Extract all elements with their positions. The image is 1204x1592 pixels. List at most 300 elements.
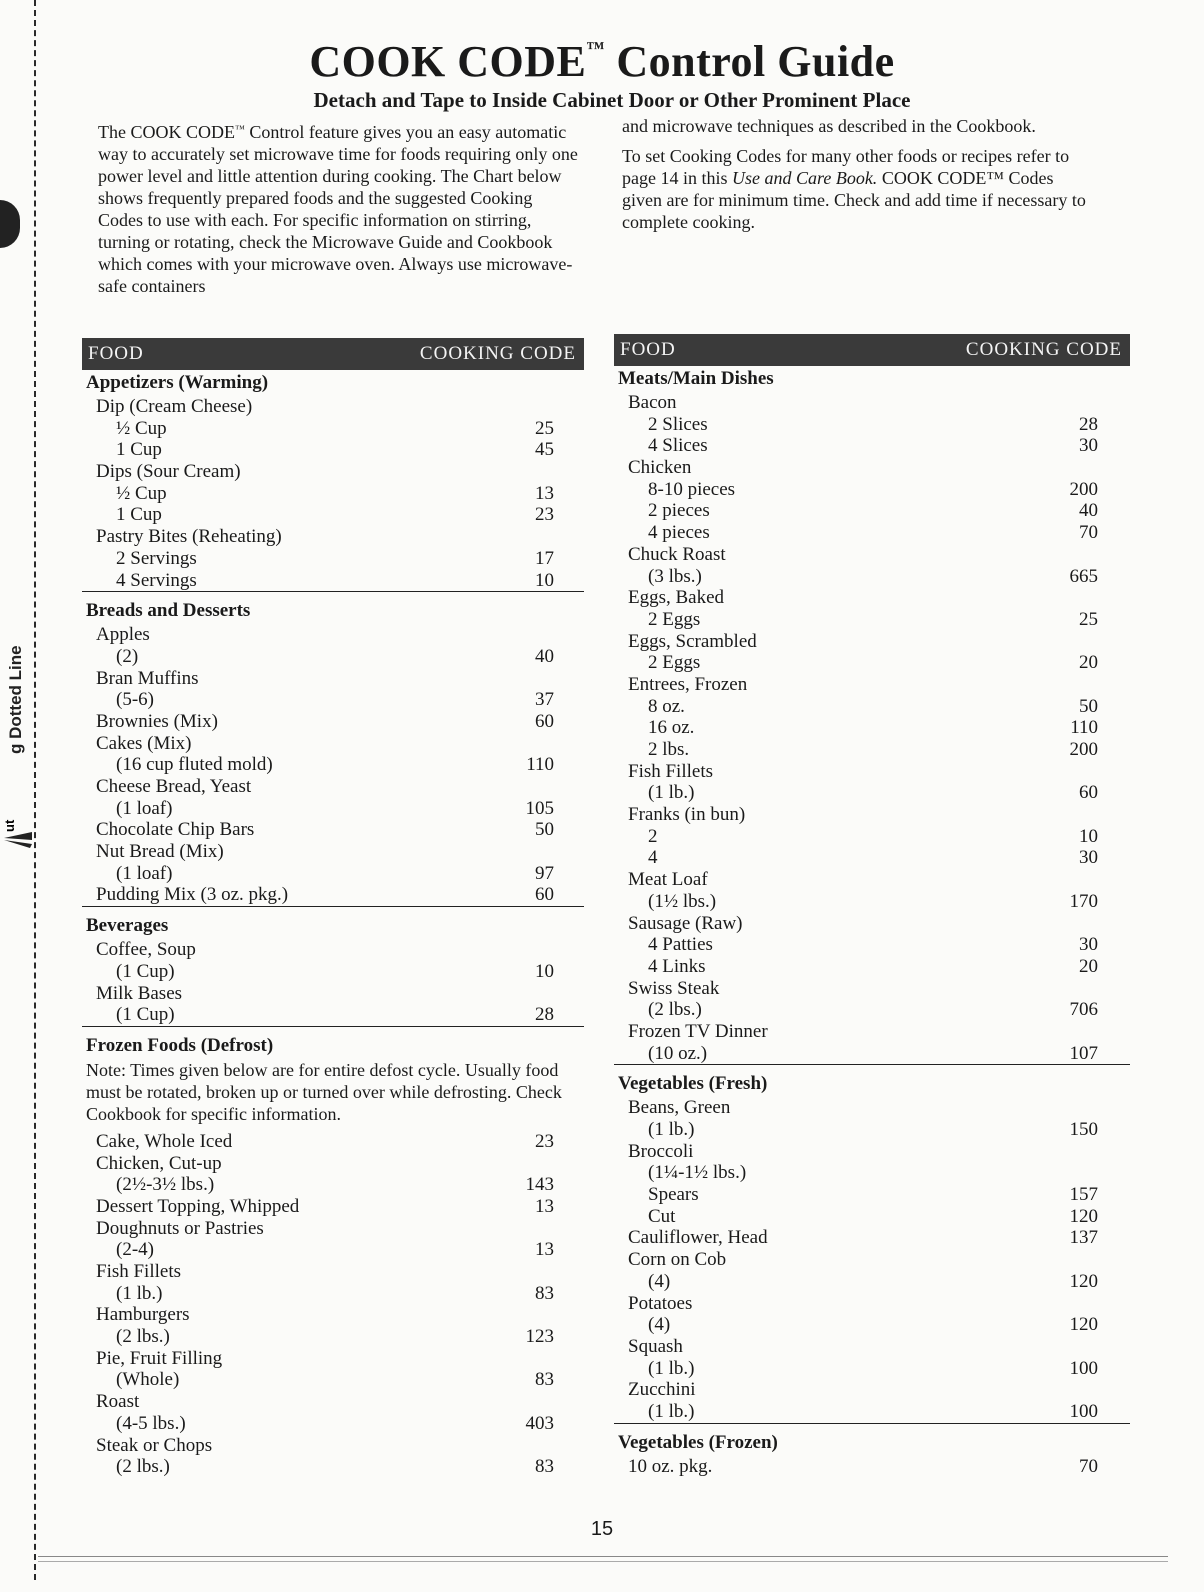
cooking-code: 13 — [535, 482, 554, 504]
chart-header-left — [82, 338, 584, 370]
page-number: 15 — [590, 1518, 614, 1540]
cooking-code: 10 — [1079, 825, 1098, 847]
cooking-code: 110 — [1070, 717, 1098, 739]
food-name: 4 Slices — [648, 435, 708, 457]
food-row — [82, 961, 584, 983]
food-section — [614, 1071, 1130, 1423]
cooking-code — [494, 776, 584, 798]
food-row — [614, 631, 1130, 653]
cooking-code — [1038, 1293, 1130, 1315]
bottom-rule — [38, 1556, 1168, 1562]
header-food-label: FOOD — [620, 339, 676, 360]
section-title: Breads and Desserts — [86, 600, 251, 622]
food-row — [614, 1336, 1130, 1358]
food-name: Cakes (Mix) — [96, 732, 192, 754]
food-name: Pudding Mix (3 oz. pkg.) — [96, 884, 289, 906]
food-row — [614, 804, 1130, 826]
cooking-code — [1038, 1021, 1130, 1043]
food-name: Chicken — [628, 457, 692, 479]
food-row — [614, 1141, 1130, 1163]
food-name: Steak or Chops — [96, 1434, 213, 1456]
title-rest: Control Guide — [616, 37, 895, 86]
food-row — [614, 696, 1130, 718]
food-row — [614, 392, 1130, 414]
section-title: Appetizers (Warming) — [86, 372, 269, 393]
cooking-code — [494, 1261, 584, 1283]
section-title: Frozen Foods (Defrost) — [86, 1034, 274, 1056]
cooking-code: 150 — [1069, 1119, 1098, 1140]
cooking-code — [1038, 1097, 1130, 1119]
food-row — [614, 414, 1130, 436]
header-code-label: COOKING CODE — [419, 343, 576, 364]
food-row — [82, 1391, 584, 1413]
cooking-code: 30 — [1079, 847, 1098, 869]
intro-left — [98, 119, 578, 305]
food-name: Apples — [96, 624, 150, 646]
food-row — [614, 913, 1130, 935]
cooking-code: 137 — [1069, 1227, 1098, 1249]
food-section — [82, 1033, 584, 1478]
cooking-code: 17 — [535, 547, 554, 569]
food-section — [614, 1430, 1130, 1478]
food-name: 4 Links — [648, 955, 706, 977]
cut-dotted-line — [34, 0, 36, 1580]
food-name: 10 oz. pkg. — [628, 1455, 713, 1477]
food-name: Broccoli — [628, 1140, 694, 1162]
food-name: Bacon — [628, 392, 677, 413]
food-name: (1 lb.) — [116, 1282, 163, 1304]
cooking-code — [494, 1153, 584, 1175]
food-row — [614, 1314, 1130, 1336]
food-name: Entrees, Frozen — [628, 673, 748, 695]
food-name: Roast — [96, 1391, 140, 1413]
food-name: (5-6) — [116, 689, 154, 711]
food-row — [614, 587, 1130, 609]
food-name: (1 lb.) — [648, 782, 695, 804]
cut-line-label: g Dotted Line — [6, 645, 25, 755]
cooking-code: 143 — [525, 1174, 554, 1196]
cooking-code: 120 — [1069, 1205, 1098, 1227]
food-name: 2 Eggs — [648, 608, 701, 630]
food-row — [614, 1358, 1130, 1380]
food-name: Brownies (Mix) — [96, 710, 218, 732]
food-row — [614, 1271, 1130, 1293]
food-name: Cake, Whole Iced — [96, 1130, 233, 1152]
food-name: (1 Cup) — [116, 960, 175, 982]
food-name: Frozen TV Dinner — [628, 1020, 768, 1042]
cooking-code: 200 — [1069, 739, 1098, 760]
food-row — [614, 739, 1130, 761]
food-row — [614, 891, 1130, 913]
food-row — [82, 1304, 584, 1326]
page-subtitle: Detach and Tape to Inside Cabinet Door or Other Prominent Place — [313, 88, 911, 112]
food-name: Sausage (Raw) — [628, 912, 743, 934]
scissors-icon — [2, 810, 34, 850]
food-section — [614, 366, 1130, 1065]
food-name: (1 lb.) — [648, 1119, 695, 1140]
food-row — [82, 1261, 584, 1283]
chart-column-right — [614, 334, 1130, 1477]
cooking-code: 120 — [1069, 1270, 1098, 1292]
cooking-code — [494, 461, 584, 483]
food-name: Bran Muffins — [96, 667, 199, 689]
cooking-code: 50 — [1079, 695, 1098, 717]
cooking-code — [494, 733, 584, 755]
food-row — [614, 1456, 1130, 1478]
cooking-code: 28 — [535, 1004, 554, 1026]
food-row — [614, 435, 1130, 457]
cooking-code — [494, 1435, 584, 1457]
food-row — [614, 1021, 1130, 1043]
food-name: Franks (in bun) — [628, 804, 746, 826]
chart-body-left — [82, 370, 584, 1478]
food-row — [82, 1369, 584, 1391]
food-name: (Whole) — [116, 1369, 180, 1391]
food-name: (1 loaf) — [116, 862, 173, 884]
food-name: 1 Cup — [116, 439, 162, 461]
food-row — [82, 863, 584, 885]
food-row — [614, 544, 1130, 566]
food-name: (2 lbs.) — [116, 1456, 170, 1478]
food-row — [82, 504, 584, 526]
food-name: Cauliflower, Head — [628, 1227, 768, 1249]
food-row — [82, 1218, 584, 1240]
cooking-code: 25 — [1079, 608, 1098, 630]
food-name: Potatoes — [628, 1292, 693, 1314]
intro-paragraph-2: and microwave techniques as described in the Cookbook. — [622, 116, 1036, 136]
cooking-code: 13 — [535, 1239, 554, 1261]
cooking-code: 40 — [1079, 500, 1098, 522]
food-name: (1½ lbs.) — [648, 890, 717, 912]
food-name: 2 pieces — [648, 500, 710, 522]
food-row — [82, 483, 584, 505]
food-row — [614, 869, 1130, 891]
food-row — [614, 761, 1130, 783]
section-title: Meats/Main Dishes — [618, 368, 774, 389]
food-row — [82, 819, 584, 841]
cooking-code: 20 — [1079, 652, 1098, 674]
food-name: Pastry Bites (Reheating) — [96, 526, 282, 548]
cooking-code — [1038, 1249, 1130, 1271]
cooking-code — [494, 983, 584, 1005]
food-name: (4) — [648, 1270, 671, 1292]
cooking-code: 70 — [1079, 522, 1098, 544]
food-name: ½ Cup — [116, 482, 167, 504]
cooking-code — [494, 1304, 584, 1326]
cooking-code: 60 — [535, 710, 554, 732]
food-row — [82, 1348, 584, 1370]
intro-paragraph-3 — [622, 145, 1092, 233]
food-row — [614, 934, 1130, 956]
cooking-code — [494, 396, 584, 418]
cooking-code: 107 — [1069, 1042, 1098, 1064]
food-name: 2 lbs. — [648, 739, 690, 760]
food-row — [614, 847, 1130, 869]
food-row — [614, 522, 1130, 544]
food-row — [82, 668, 584, 690]
food-name: 1 Cup — [116, 504, 162, 526]
cooking-code — [1038, 587, 1130, 609]
cooking-code: 200 — [1069, 478, 1098, 500]
cooking-code: 25 — [535, 417, 554, 439]
food-row — [614, 1043, 1130, 1065]
food-name: (1 lb.) — [648, 1357, 695, 1379]
cooking-code: 30 — [1079, 435, 1098, 457]
food-name: Chicken, Cut-up — [96, 1152, 222, 1174]
food-name: (2-4) — [116, 1239, 154, 1261]
food-row — [82, 1174, 584, 1196]
food-row — [82, 983, 584, 1005]
food-name: Dips (Sour Cream) — [96, 461, 241, 483]
cooking-code: 403 — [525, 1412, 554, 1434]
food-name: 2 Servings — [116, 547, 197, 569]
cooking-code: 40 — [535, 645, 554, 667]
food-name: ½ Cup — [116, 417, 167, 439]
food-row — [82, 548, 584, 570]
food-row — [614, 566, 1130, 588]
food-name: 8 oz. — [648, 695, 685, 717]
cooking-code — [494, 1348, 584, 1370]
food-row — [614, 479, 1130, 501]
food-row — [82, 798, 584, 820]
food-name: Beans, Green — [628, 1097, 731, 1119]
title-trademark: ™ — [586, 38, 605, 58]
food-row — [82, 1413, 584, 1435]
food-name: Milk Bases — [96, 982, 183, 1004]
food-name: Hamburgers — [96, 1304, 190, 1326]
food-row — [82, 396, 584, 418]
food-row — [614, 1206, 1130, 1228]
food-section — [82, 598, 584, 907]
food-name: (1 Cup) — [116, 1004, 175, 1026]
cooking-code: 20 — [1079, 955, 1098, 977]
food-row — [82, 733, 584, 755]
food-name: (10 oz.) — [648, 1042, 708, 1064]
cooking-code — [1038, 869, 1130, 891]
cooking-code: 13 — [535, 1195, 554, 1217]
food-name: 2 — [648, 825, 658, 847]
food-name: Fish Fillets — [96, 1261, 181, 1282]
food-name: Dip (Cream Cheese) — [96, 396, 253, 417]
food-name: Meat Loaf — [628, 869, 708, 891]
food-row — [614, 826, 1130, 848]
food-name: 4 Patties — [648, 934, 713, 956]
chart-body-right — [614, 366, 1130, 1477]
food-row — [614, 978, 1130, 1000]
food-row — [614, 1097, 1130, 1119]
food-row — [614, 1249, 1130, 1271]
cooking-code: 105 — [525, 797, 554, 819]
food-name: Zucchini — [628, 1379, 696, 1401]
food-name: (2) — [116, 645, 139, 667]
cooking-code — [494, 841, 584, 863]
cooking-code — [1038, 804, 1130, 826]
cut-tab-label: ut — [2, 819, 17, 832]
cooking-code — [1038, 631, 1130, 653]
section-title: Vegetables (Fresh) — [618, 1073, 768, 1095]
food-row — [82, 418, 584, 440]
cooking-code: 60 — [535, 884, 554, 906]
intro-right — [622, 115, 1092, 241]
food-name: Nut Bread (Mix) — [96, 841, 224, 863]
cooking-code: 100 — [1069, 1400, 1098, 1422]
cooking-code: 665 — [1069, 565, 1098, 587]
food-row — [82, 1196, 584, 1218]
cooking-code: 10 — [535, 569, 554, 591]
food-row — [614, 652, 1130, 674]
food-row — [82, 841, 584, 863]
food-row — [82, 939, 584, 961]
food-name: Pie, Fruit Filling — [96, 1347, 223, 1369]
food-row — [82, 570, 584, 592]
food-name: Eggs, Baked — [628, 587, 725, 609]
cooking-code: 110 — [526, 754, 554, 776]
header-code-label: COOKING CODE — [965, 339, 1122, 360]
food-name: 2 Eggs — [648, 652, 701, 674]
food-name: (2 lbs.) — [116, 1326, 170, 1348]
food-row — [82, 1326, 584, 1348]
cooking-code — [1038, 913, 1130, 935]
food-section — [82, 913, 584, 1027]
cooking-code: 10 — [535, 960, 554, 982]
cooking-code: 157 — [1069, 1184, 1098, 1206]
food-row — [614, 1162, 1130, 1184]
food-row — [82, 461, 584, 483]
food-name: Chuck Roast — [628, 543, 726, 565]
food-name: Fish Fillets — [628, 760, 713, 782]
section-title: Beverages — [86, 915, 169, 937]
food-name: (4) — [648, 1314, 671, 1336]
food-row — [82, 646, 584, 668]
food-row — [82, 689, 584, 711]
cooking-code: 23 — [535, 1130, 554, 1152]
food-name: Spears — [648, 1184, 699, 1206]
cooking-code: 30 — [1079, 934, 1098, 956]
food-name: 8-10 pieces — [648, 478, 736, 500]
title-main: COOK CODE — [309, 37, 587, 86]
food-name: Cut — [648, 1205, 676, 1227]
food-row — [614, 1379, 1130, 1401]
cooking-code — [1038, 1379, 1130, 1401]
food-section — [82, 370, 584, 592]
cooking-code: 100 — [1069, 1357, 1098, 1379]
food-name: Eggs, Scrambled — [628, 630, 757, 652]
cooking-code — [494, 668, 584, 690]
cooking-code: 60 — [1079, 782, 1098, 804]
food-row — [614, 1293, 1130, 1315]
intro-p3-italic: Use and Care Book. — [732, 168, 878, 188]
cooking-code: 23 — [535, 504, 554, 526]
food-name: (16 cup fluted mold) — [116, 754, 273, 776]
food-name: Chocolate Chip Bars — [96, 819, 255, 841]
cooking-code: 83 — [535, 1369, 554, 1391]
cooking-code: 170 — [1069, 890, 1098, 912]
cooking-code: 70 — [1079, 1455, 1098, 1477]
food-row — [82, 711, 584, 733]
cooking-code — [494, 939, 584, 961]
food-row — [614, 956, 1130, 978]
food-row — [614, 457, 1130, 479]
food-name: Dessert Topping, Whipped — [96, 1195, 300, 1217]
food-name: (1 lb.) — [648, 1400, 695, 1422]
intro-p1-a: The COOK CODE — [98, 122, 235, 142]
food-row — [614, 674, 1130, 696]
cooking-code: 45 — [535, 439, 554, 461]
intro-p3-c: COOK CODE™ Codes given are for minimum time. Check and add time if necessary to complete cooking. — [622, 168, 1086, 232]
food-name: Swiss Steak — [628, 977, 720, 999]
cooking-code: 123 — [525, 1326, 554, 1348]
intro-p3-a: To set Cooking Codes for many other foods or recipes refer to page 14 in this — [622, 146, 1070, 188]
food-row — [614, 717, 1130, 739]
page-title — [0, 36, 1204, 87]
cooking-code: 50 — [535, 819, 554, 841]
food-row — [82, 1283, 584, 1305]
cooking-code — [494, 1218, 584, 1240]
cooking-code — [1038, 544, 1130, 566]
food-name: 4 — [648, 847, 658, 869]
cooking-code — [494, 1391, 584, 1413]
cooking-code: 706 — [1069, 999, 1098, 1021]
punch-hole — [0, 200, 20, 248]
food-row — [82, 526, 584, 548]
food-name: Coffee, Soup — [96, 939, 196, 961]
cooking-code — [1038, 457, 1130, 479]
food-row — [82, 884, 584, 906]
cooking-code: 120 — [1069, 1314, 1098, 1336]
cooking-code — [1038, 978, 1130, 1000]
food-name: (2 lbs.) — [648, 999, 702, 1021]
cooking-code: 28 — [1079, 413, 1098, 435]
section-title: Vegetables (Frozen) — [618, 1431, 778, 1453]
cooking-code — [494, 624, 584, 646]
food-row — [82, 1153, 584, 1175]
food-row — [614, 609, 1130, 631]
food-row — [614, 1401, 1130, 1423]
chart-header-right — [614, 334, 1130, 366]
food-name: (2½-3½ lbs.) — [116, 1174, 215, 1196]
cooking-code — [1038, 1141, 1130, 1163]
food-row — [82, 1435, 584, 1457]
chart-column-left — [82, 338, 584, 1478]
food-row — [614, 999, 1130, 1021]
intro-paragraph-1 — [98, 119, 578, 297]
food-row — [614, 782, 1130, 804]
food-row — [614, 500, 1130, 522]
intro-p1-tm: ™ — [235, 124, 245, 135]
food-name: 2 Slices — [648, 413, 708, 435]
food-row — [614, 1184, 1130, 1206]
food-name: Corn on Cob — [628, 1249, 727, 1271]
intro-p1-c: Control feature gives you an easy automatic way to accurately set microwave time for foods requiring only one power level and little attention during cooking. The Chart below shows frequently prepared foods and the suggested Cooking Codes to use with each. For specific information on stirring, turning or rotating, check the Microwave Guide and Cookbook which comes with your microwave oven. Always use microwave-safe containers — [98, 122, 578, 296]
cooking-code: 83 — [535, 1456, 554, 1478]
food-name: 4 pieces — [648, 522, 710, 544]
cooking-code — [1038, 674, 1130, 696]
cooking-code: 83 — [535, 1282, 554, 1304]
cooking-code: 37 — [535, 689, 554, 711]
food-row — [82, 1456, 584, 1478]
food-name: (1 loaf) — [116, 797, 173, 819]
cooking-code — [1038, 761, 1130, 783]
food-row — [614, 1119, 1130, 1141]
cooking-code — [1038, 392, 1130, 414]
food-name: 16 oz. — [648, 717, 695, 739]
food-row — [82, 1239, 584, 1261]
food-name: 4 Servings — [116, 569, 197, 591]
food-name: Doughnuts or Pastries — [96, 1217, 264, 1239]
food-row — [82, 754, 584, 776]
cooking-code — [494, 526, 584, 548]
food-row — [82, 1004, 584, 1026]
